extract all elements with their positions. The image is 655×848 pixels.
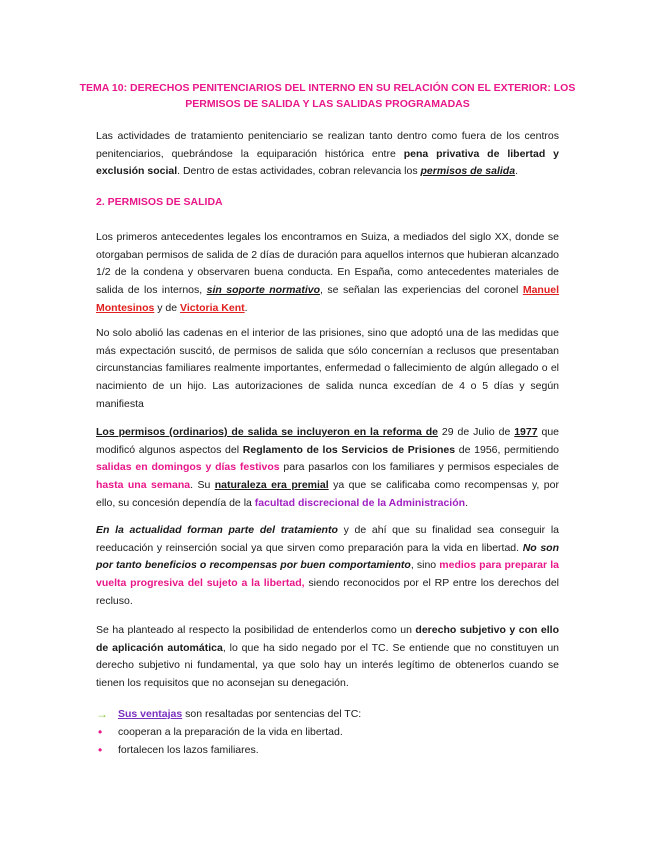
intro-text: Las actividades de tratamiento penitenciario se realizan tanto dentro como fuera de los centros penitenciarios, quebrándose la equiparación histórica entre [96,130,559,160]
list-item [96,723,559,741]
intro-bold: pena privativa de libertad y exclusión social [96,147,559,178]
p1-text-2: , se señalan las experiencias del coronel [320,284,523,297]
p4-text-2: , sino [410,559,440,572]
ventajas-link: Sus ventajas [118,708,183,720]
p5-bold: derecho subjetivo y con ello de aplicación automática [96,624,559,654]
p4-text: y de ahí que su finalidad sea conseguir la reeducación y reinserción social ya que sirven como preparación para la vida en libertad. [96,524,559,554]
title-line-1: TEMA 10: DERECHOS PENITENCIARIOS DEL INTERNO EN SU RELACIÓN CON EL EXTERIOR: LOS [79,82,576,94]
p3-text-6: ya que se calificaba como recompensas y, por ello, su concesión dependía de la [96,479,559,509]
list-item-text: fortalecen los lazos familiares. [118,744,259,756]
p3-underlined: Los permisos (ordinarios) de salida se incluyeron en la reforma de [96,426,438,438]
p3-highlight-semana: hasta una semana [96,479,191,492]
title-line-2: PERMISOS DE SALIDA Y LAS SALIDAS PROGRAMADAS [185,98,470,110]
paragraph-actualidad [96,522,559,611]
ventajas-list [96,705,559,759]
p1-sin-soporte: sin soporte normativo [206,284,321,297]
list-item [96,741,559,759]
p5-text-2: , lo que ha sido negado por el TC. Se entiende que no constituyen un derecho subjetivo ni fundamental, ya que solo hay un interés legítimo de obtenerlos cuando se tienen los requisitos que no aconsejan su denegación. [96,641,559,690]
p4-bold-italic-2: No son por tanto beneficios o recompensas por buen comportamiento [96,541,559,572]
intro-text-2: . Dentro de estas actividades, cobran relevancia los [177,165,421,178]
p4-highlight: medios para preparar la vuelta progresiva del sujeto a la libertad, [96,559,559,590]
p3-highlight-facultad: facultad discrecional de la Administración [254,496,466,509]
p3-text-7: . [465,496,468,509]
page-title [60,80,595,112]
p3-text-2: que modificó algunos aspectos del [96,426,560,456]
name-victoria-kent: Victoria Kent [180,301,245,314]
p3-text: 29 de Julio de [438,426,515,438]
p3-highlight-festivos: salidas en domingos y días festivos [96,461,280,474]
arrow-right-icon: → [96,707,108,721]
p3-text-5: . Su [190,479,215,492]
name-montesinos: Manuel Montesinos [96,284,560,314]
bullet-icon: • [98,725,103,739]
intro-permisos-link: permisos de salida [420,165,516,178]
intro-paragraph [96,128,559,181]
intro-text-3: . [515,165,518,178]
list-item-text: cooperan a la preparación de la vida en libertad. [118,726,343,738]
p4-text-3: siendo reconocidos por el RP entre los derechos del recluso. [96,577,559,607]
p3-reglamento: Reglamento de los Servicios de Prisiones [242,443,456,456]
p3-premial: naturaleza era premial [214,479,329,492]
p1-text-3: y de [154,301,181,314]
p3-year: 1977 [514,426,538,438]
p3-text-3: de 1956, permitiendo [455,443,560,456]
list-lead [96,705,559,723]
section-heading: 2. PERMISOS DE SALIDA [96,196,223,208]
p1-text: Los primeros antecedentes legales los encontramos en Suiza, a mediados del siglo XX, donde se otorgaban permisos de salida de 2 días de duración para aquellos internos que hubieran alcanzado 1/2 de la condena y observaren buena conducta. En España, como antecedentes materiales de salida de los internos, [96,231,559,297]
p4-bold-italic: En la actualidad forman parte del tratamiento [96,524,338,536]
list-lead-text: son resaltadas por sentencias del TC: [182,708,362,720]
p5-text: Se ha planteado al respecto la posibilidad de entenderlos como un [96,624,416,636]
paragraph-reforma [96,424,559,513]
paragraph-derecho-subjetivo [96,622,559,693]
p3-text-4: para pasarlos con los familiares y permisos especiales de [279,461,559,474]
paragraph-antecedentes [96,229,559,318]
p1-text-4: . [244,301,248,314]
bullet-icon: • [98,743,103,757]
paragraph-cadenas: No solo abolió las cadenas en el interior de las prisiones, sino que adoptó una de las medidas que más expectación suscitó, de permisos de salida que sólo concernían a reclusos que presentaban circunstancias familiares realmente importantes, enfermedad o fallecimiento de algún allegado o el nacimiento de un hijo. Las autorizaciones de salida nunca excedían de 4 o 5 días y según manifiesta [96,327,559,410]
